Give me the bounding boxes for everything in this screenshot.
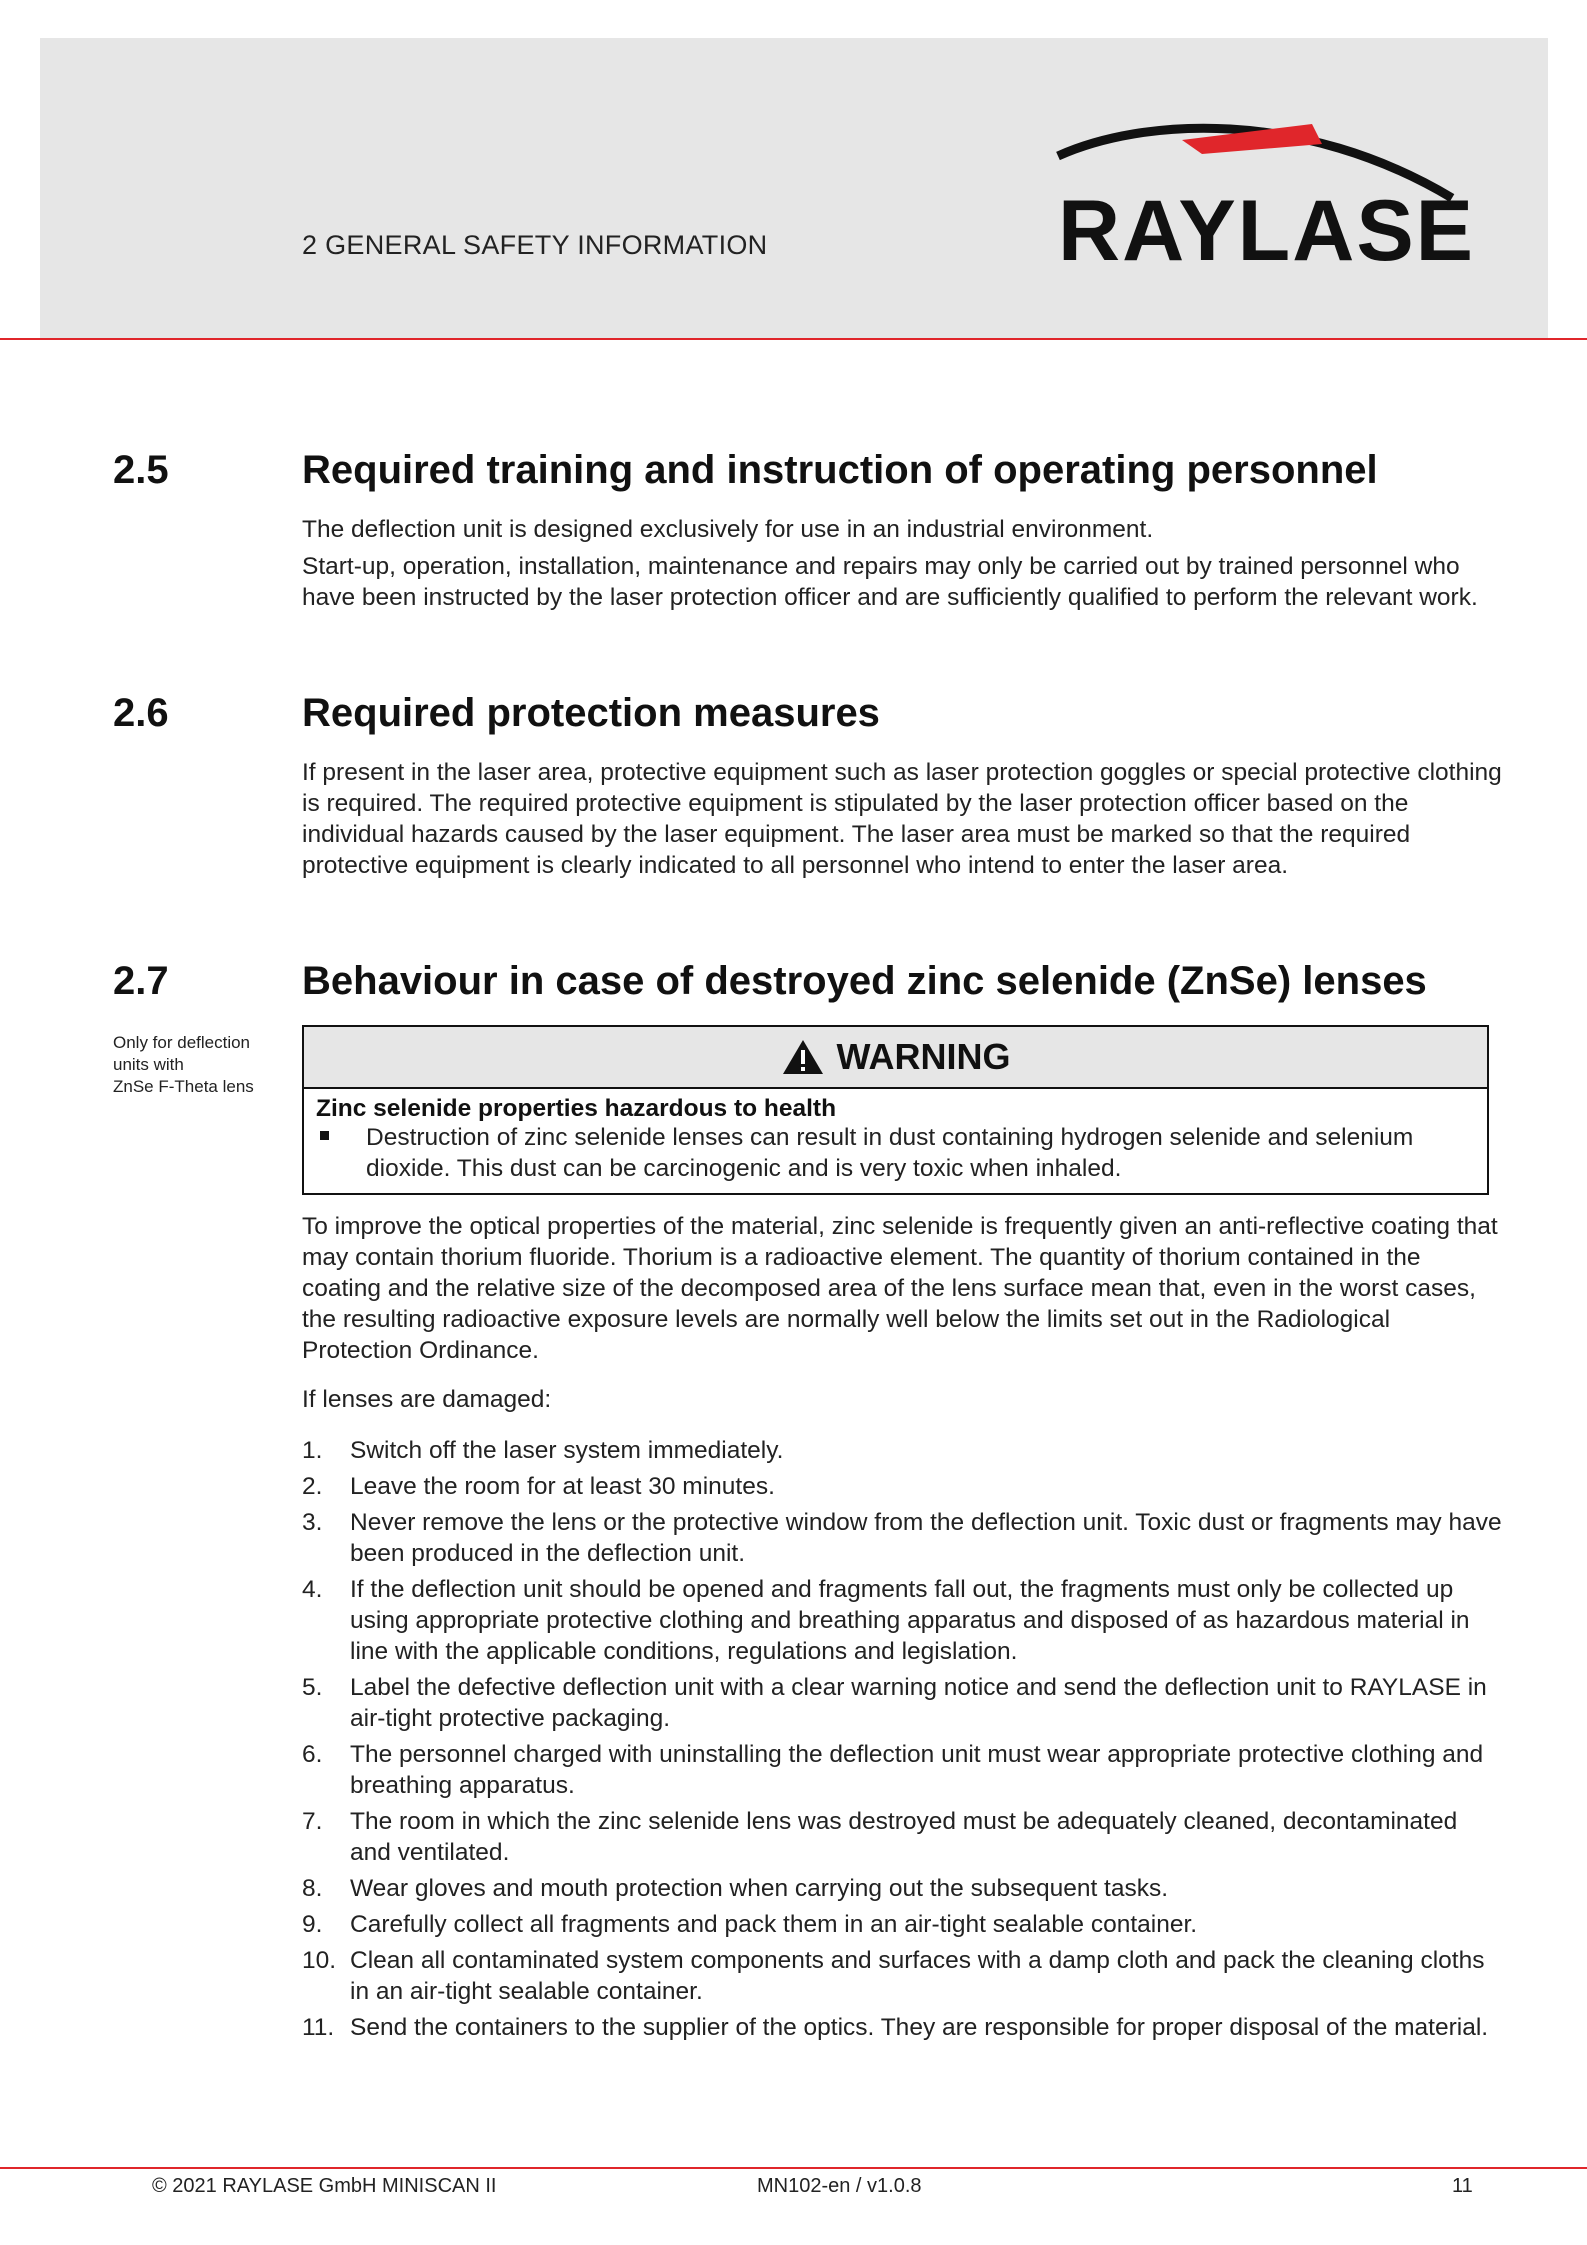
side-note-line: ZnSe F-Theta lens — [113, 1077, 254, 1096]
list-item — [302, 1471, 1502, 1502]
list-number: 7. — [302, 1808, 323, 1835]
raylase-logo — [1052, 108, 1482, 278]
list-item — [302, 1806, 1502, 1868]
list-item — [302, 1945, 1502, 2007]
paragraph: To improve the optical properties of the material, zinc selenide is frequently given an anti-reflective coating that may contain thorium fluoride. Thorium is a radioactive element. The quantity of thorium contained in the coating and the relative size of the decomposed area of the lens surface mean that, even in the worst cases, the resulting radioactive exposure levels are normally well below the limits set out in the Radiological Protection Ordinance. — [302, 1213, 1498, 1364]
section-number: 2.7 — [113, 959, 169, 1003]
list-item — [302, 1739, 1502, 1801]
list-number: 3. — [302, 1509, 323, 1536]
paragraph: Start-up, operation, installation, maintenance and repairs may only be carried out by trained personnel who have been instructed by the laser protection officer and are sufficiently qualified to perform the relevant work. — [302, 553, 1478, 611]
warning-label: WARNING — [836, 1036, 1011, 1077]
list-text: If the deflection unit should be opened and fragments fall out, the fragments must only be collected up using appropriate protective clothing and breathing apparatus and disposed of as hazardous material in line with the applicable conditions, regulations and legislation. — [350, 1576, 1470, 1665]
list-item — [302, 1574, 1502, 1667]
list-text: Wear gloves and mouth protection when carrying out the subsequent tasks. — [350, 1875, 1169, 1902]
list-text: Carefully collect all fragments and pack them in an air-tight sealable container. — [350, 1911, 1198, 1938]
logo-text: RAYLASE — [1058, 183, 1476, 279]
header-rule — [0, 338, 1587, 340]
steps-list — [302, 1435, 1502, 2048]
section-title: Required training and instruction of operating personnel — [302, 448, 1378, 492]
side-note-line: units with — [113, 1055, 184, 1074]
warning-bullet-text: Destruction of zinc selenide lenses can result in dust containing hydrogen selenide and selenium dioxide. This dust can be carcinogenic and is very toxic when inhaled. — [366, 1124, 1414, 1182]
footer-copyright: © 2021 RAYLASE GmbH MINISCAN II — [152, 2175, 497, 2197]
warning-box — [302, 1025, 1489, 1195]
list-number: 5. — [302, 1674, 323, 1701]
list-text: The personnel charged with uninstalling the deflection unit must wear appropriate protective clothing and breathing apparatus. — [350, 1741, 1484, 1799]
list-item — [302, 1672, 1502, 1734]
list-text: Switch off the laser system immediately. — [350, 1437, 784, 1464]
section-title: Required protection measures — [302, 691, 880, 735]
warning-subtitle: Zinc selenide properties hazardous to health — [316, 1095, 837, 1122]
list-number: 4. — [302, 1576, 323, 1603]
list-item — [302, 1507, 1502, 1569]
paragraph: The deflection unit is designed exclusively for use in an industrial environment. — [302, 516, 1154, 543]
list-text: Leave the room for at least 30 minutes. — [350, 1473, 775, 1500]
list-item — [302, 1873, 1502, 1904]
footer-rule — [0, 2167, 1587, 2169]
list-text: The room in which the zinc selenide lens was destroyed must be adequately cleaned, decontaminated and ventilated. — [350, 1808, 1458, 1866]
warning-header — [304, 1027, 1487, 1089]
warning-triangle-icon — [781, 1038, 825, 1076]
list-number: 1. — [302, 1437, 323, 1464]
list-number: 11. — [302, 2014, 335, 2041]
list-text: Send the containers to the supplier of the optics. They are responsible for proper disposal of the material. — [350, 2014, 1489, 2041]
bullet-square-icon — [320, 1131, 329, 1140]
list-item — [302, 1435, 1502, 1466]
list-number: 2. — [302, 1473, 323, 1500]
list-text: Label the defective deflection unit with a clear warning notice and send the deflection unit to RAYLASE in air-tight protective packaging. — [350, 1674, 1487, 1732]
paragraph: If present in the laser area, protective equipment such as laser protection goggles or special protective clothing is required. The required protective equipment is stipulated by the laser protection officer based on the individual hazards caused by the laser equipment. The laser area must be marked so that the required protective equipment is clearly indicated to all personnel who intend to enter the laser area. — [302, 759, 1502, 879]
side-note-line: Only for deflection — [113, 1033, 251, 1052]
list-number: 9. — [302, 1911, 323, 1938]
section-number: 2.6 — [113, 691, 169, 735]
side-note — [113, 1032, 273, 1098]
list-number: 8. — [302, 1875, 323, 1902]
page-number: 11 — [1452, 2175, 1473, 2197]
list-text: Clean all contaminated system components and surfaces with a damp cloth and pack the cleaning cloths in an air-tight sealable container. — [350, 1947, 1485, 2005]
list-item — [302, 1909, 1502, 1940]
list-number: 10. — [302, 1947, 337, 1974]
chapter-title: 2 GENERAL SAFETY INFORMATION — [302, 230, 768, 260]
paragraph: If lenses are damaged: — [302, 1386, 552, 1413]
list-text: Never remove the lens or the protective window from the deflection unit. Toxic dust or fragments may have been produced in the deflection unit. — [350, 1509, 1502, 1567]
list-item — [302, 2012, 1502, 2043]
list-number: 6. — [302, 1741, 323, 1768]
footer-doc-id: MN102-en / v1.0.8 — [757, 2175, 922, 2197]
section-title: Behaviour in case of destroyed zinc selenide (ZnSe) lenses — [302, 959, 1427, 1003]
section-number: 2.5 — [113, 448, 169, 492]
